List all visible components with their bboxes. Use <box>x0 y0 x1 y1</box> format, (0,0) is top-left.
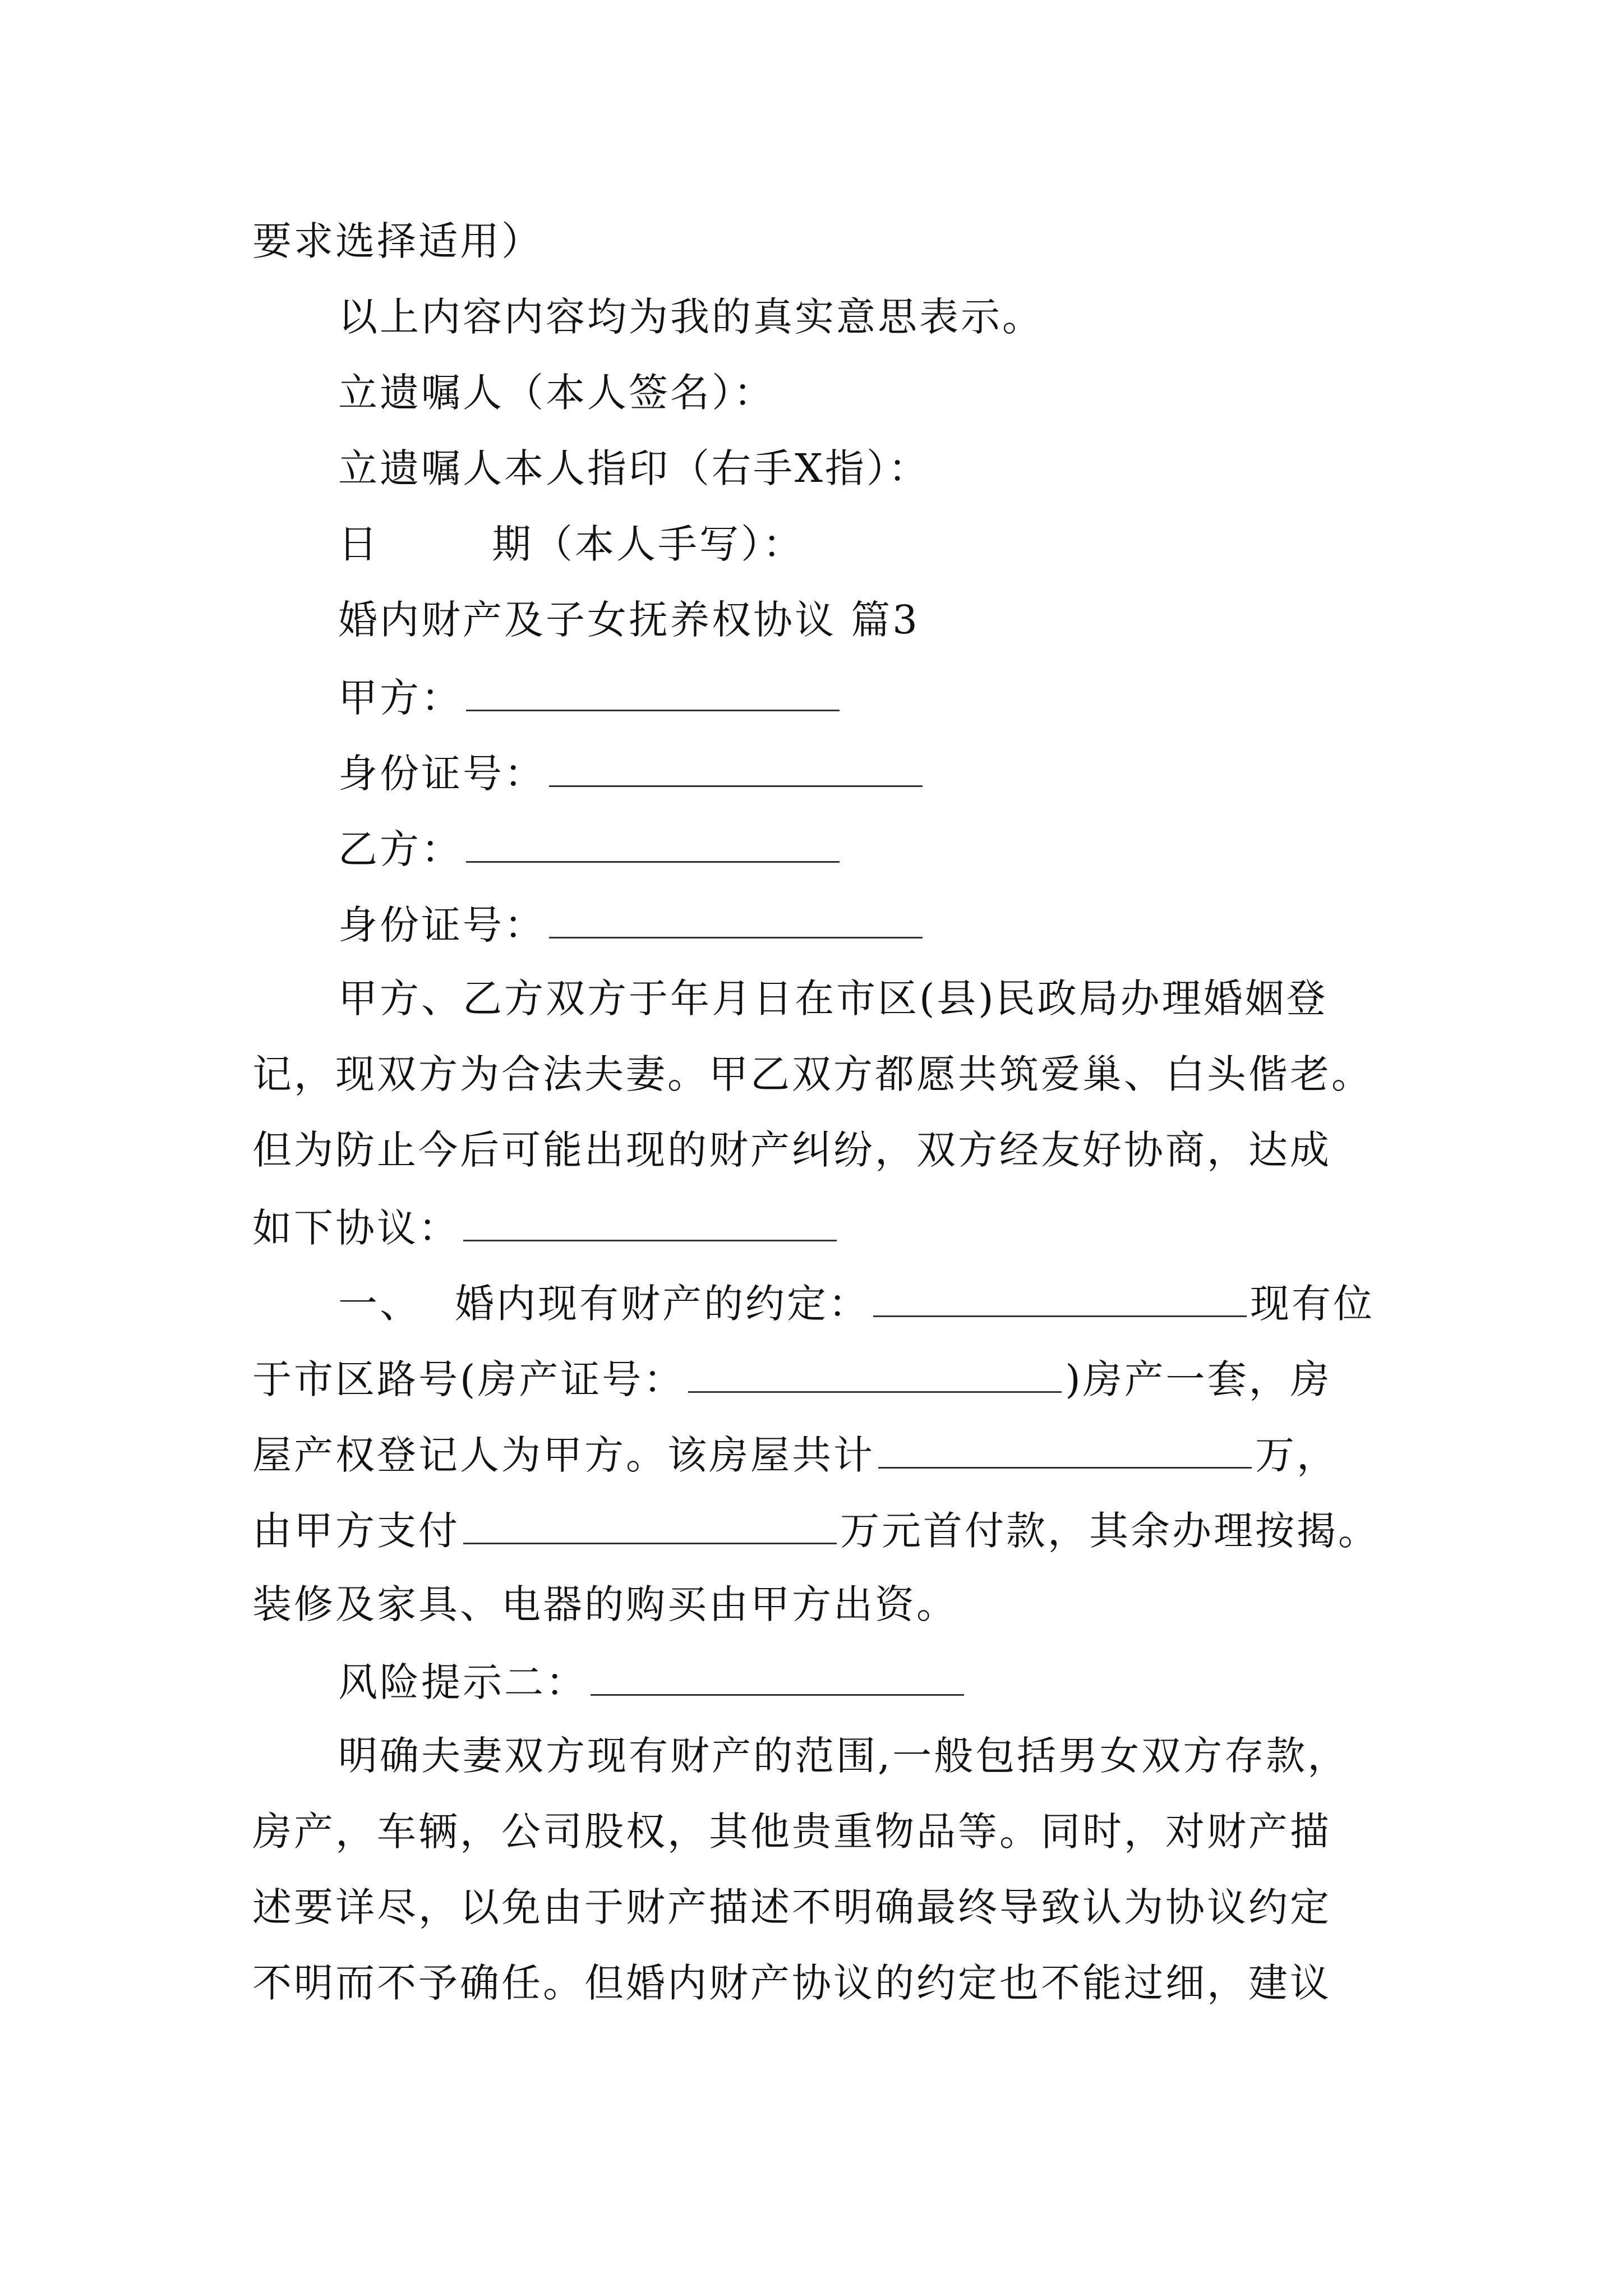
text: 婚内财产及子女抚养权协议 篇3 <box>338 597 920 643</box>
text: 风险提示二： <box>338 1659 587 1705</box>
text-line <box>252 218 543 264</box>
text-line <box>252 1205 840 1251</box>
text-line <box>252 1356 1332 1402</box>
text: 不明而不予确任。但婚内财产协议的约定也不能过细，建议 <box>252 1960 1331 2006</box>
text: 明确夫妻双方现有财产的范围,一般包括男女双方存款， <box>338 1733 1349 1779</box>
text: 现有位 <box>1250 1281 1375 1327</box>
text: 以上内容内容均为我的真实意思表示。 <box>338 294 1044 340</box>
party-a-line <box>338 675 843 721</box>
blank-line <box>873 1282 1247 1317</box>
text-line <box>252 1581 958 1627</box>
party-b-line <box>338 826 843 872</box>
text: 屋产权登记人为甲方。该房屋共计 <box>252 1432 875 1478</box>
text-line <box>252 1051 1373 1097</box>
text: 婚内现有财产的约定： <box>455 1281 870 1327</box>
text-line <box>252 1508 1380 1554</box>
text: 记，现双方为合法夫妻。甲乙双方都愿共筑爱巢、白头偕老。 <box>252 1051 1373 1097</box>
blank-line <box>591 1660 964 1696</box>
text: 于市区路号(房产证号： <box>252 1356 685 1402</box>
text-line <box>338 976 1328 1022</box>
text: 述要详尽，以免由于财产描述不明确最终导致认为协议约定 <box>252 1884 1331 1930</box>
text-line <box>338 1281 1375 1327</box>
text: 房产，车辆，公司股权，其他贵重物品等。同时，对财产描 <box>252 1809 1331 1855</box>
text-line <box>252 1809 1331 1855</box>
text: 甲方： <box>338 675 463 721</box>
id-line <box>338 902 926 948</box>
text: 身份证号： <box>338 751 546 797</box>
blank-line <box>688 1358 1062 1393</box>
text: 如下协议： <box>252 1205 460 1251</box>
blank-line <box>466 827 840 863</box>
text: 甲方、乙方双方于年月日在市区(县)民政局办理婚姻登 <box>338 976 1328 1022</box>
text: 万元首付款，其余办理按揭。 <box>840 1508 1380 1554</box>
text: 由甲方支付 <box>252 1508 460 1554</box>
text-line <box>338 1659 967 1705</box>
section-title <box>338 597 920 643</box>
blank-line <box>463 1206 837 1241</box>
text-line <box>252 1960 1331 2006</box>
blank-line <box>549 752 923 787</box>
id-line <box>338 751 926 797</box>
text: 期（本人手写）： <box>492 521 804 567</box>
blank-line <box>463 1509 837 1544</box>
text-line <box>252 1884 1331 1930</box>
text: 装修及家具、电器的购买由甲方出资。 <box>252 1581 958 1627</box>
text-line <box>338 445 930 491</box>
blank-line <box>549 903 923 938</box>
text: 要求选择适用） <box>252 218 543 264</box>
text: 日 <box>338 521 380 567</box>
blank-line <box>878 1433 1252 1469</box>
text-line <box>252 1127 1331 1173</box>
text: )房产一套，房 <box>1065 1356 1332 1402</box>
blank-line <box>466 676 840 711</box>
text: 立遗嘱人（本人签名）： <box>338 370 775 416</box>
text: 立遗嘱人本人指印（右手X指）： <box>338 445 930 491</box>
text-line <box>338 294 1044 340</box>
text: 万， <box>1255 1432 1338 1478</box>
text-line <box>252 1432 1338 1478</box>
text: 一、 <box>338 1281 421 1327</box>
text-line <box>338 370 775 416</box>
text: 乙方： <box>338 826 463 872</box>
text-line <box>338 1733 1349 1779</box>
text: 身份证号： <box>338 902 546 948</box>
text: 但为防止今后可能出现的财产纠纷，双方经友好协商，达成 <box>252 1127 1331 1173</box>
date-line <box>338 521 804 567</box>
